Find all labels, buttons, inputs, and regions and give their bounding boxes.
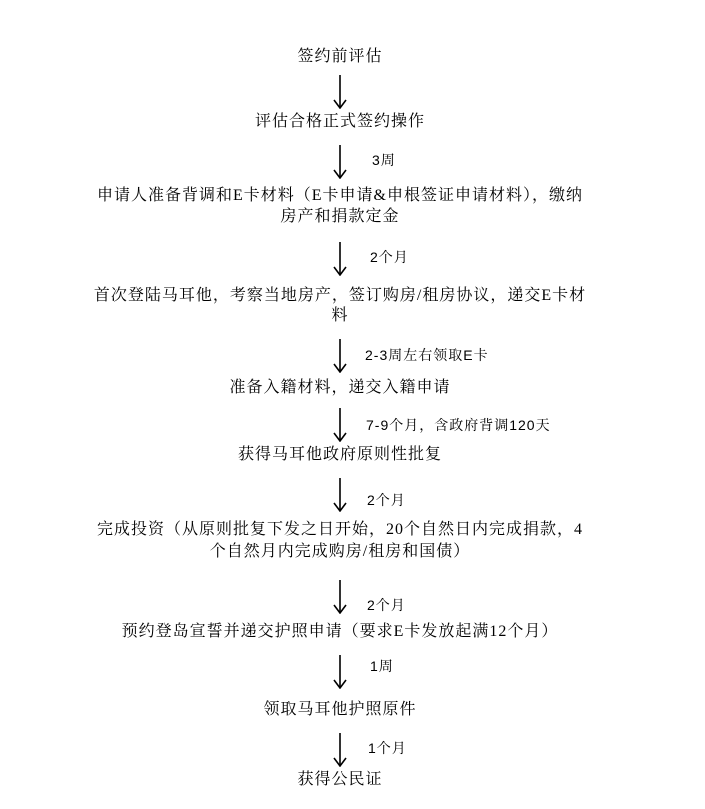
step-approval-in-principle	[0, 445, 680, 465]
step-pre-signing-evaluation	[0, 47, 680, 67]
step-text-line: 完成投资（从原则批复下发之日开始，20个自然日内完成捐款，4	[96, 521, 583, 538]
step-text-line: 房产和捐款定金	[280, 208, 400, 225]
step-citizenship-application	[0, 378, 680, 398]
step-text-line: 申请人准备背调和E卡材料（E卡申请&申根签证申请材料），缴纳	[97, 187, 583, 204]
down-arrow-icon	[330, 478, 350, 512]
duration-label: 3周	[372, 152, 396, 168]
step-complete-investment	[0, 519, 680, 563]
step-oath-passport-application	[0, 622, 680, 642]
duration-label: 2-3周左右领取E卡	[365, 347, 489, 363]
step-text-line: 料	[331, 307, 349, 324]
down-arrow-icon	[330, 75, 350, 109]
step-text-line: 获得公民证	[297, 771, 383, 788]
down-arrow-icon	[330, 733, 350, 767]
duration-label: 2个月	[370, 249, 409, 265]
step-text-line: 准备入籍材料，递交入籍申请	[229, 379, 451, 396]
duration-label: 7-9个月，含政府背调120天	[366, 417, 551, 433]
step-text-line: 首次登陆马耳他，考察当地房产，签订购房/租房协议，递交E卡材	[93, 287, 587, 304]
step-text-line: 评估合格正式签约操作	[254, 113, 425, 130]
down-arrow-icon	[330, 580, 350, 614]
step-text-line: 预约登岛宣誓并递交护照申请（要求E卡发放起满12个月）	[121, 623, 559, 640]
step-text-line: 获得马耳他政府原则性批复	[237, 446, 442, 463]
down-arrow-icon	[330, 145, 350, 179]
step-formal-signing	[0, 112, 680, 132]
duration-label: 1周	[370, 658, 394, 674]
step-first-visit-malta	[0, 286, 680, 326]
step-prepare-ecard-materials	[0, 185, 680, 227]
duration-label: 2个月	[367, 597, 406, 613]
down-arrow-icon	[330, 242, 350, 276]
step-citizenship-certificate	[0, 770, 680, 790]
step-text-line: 领取马耳他护照原件	[263, 701, 417, 718]
down-arrow-icon	[330, 655, 350, 689]
down-arrow-icon	[330, 408, 350, 442]
step-text-line: 签约前评估	[297, 48, 383, 65]
duration-label: 2个月	[367, 492, 406, 508]
step-receive-passport	[0, 700, 680, 720]
duration-label: 1个月	[368, 740, 407, 756]
step-text-line: 个自然月内完成购房/租房和国债）	[209, 543, 471, 560]
down-arrow-icon	[330, 339, 350, 373]
